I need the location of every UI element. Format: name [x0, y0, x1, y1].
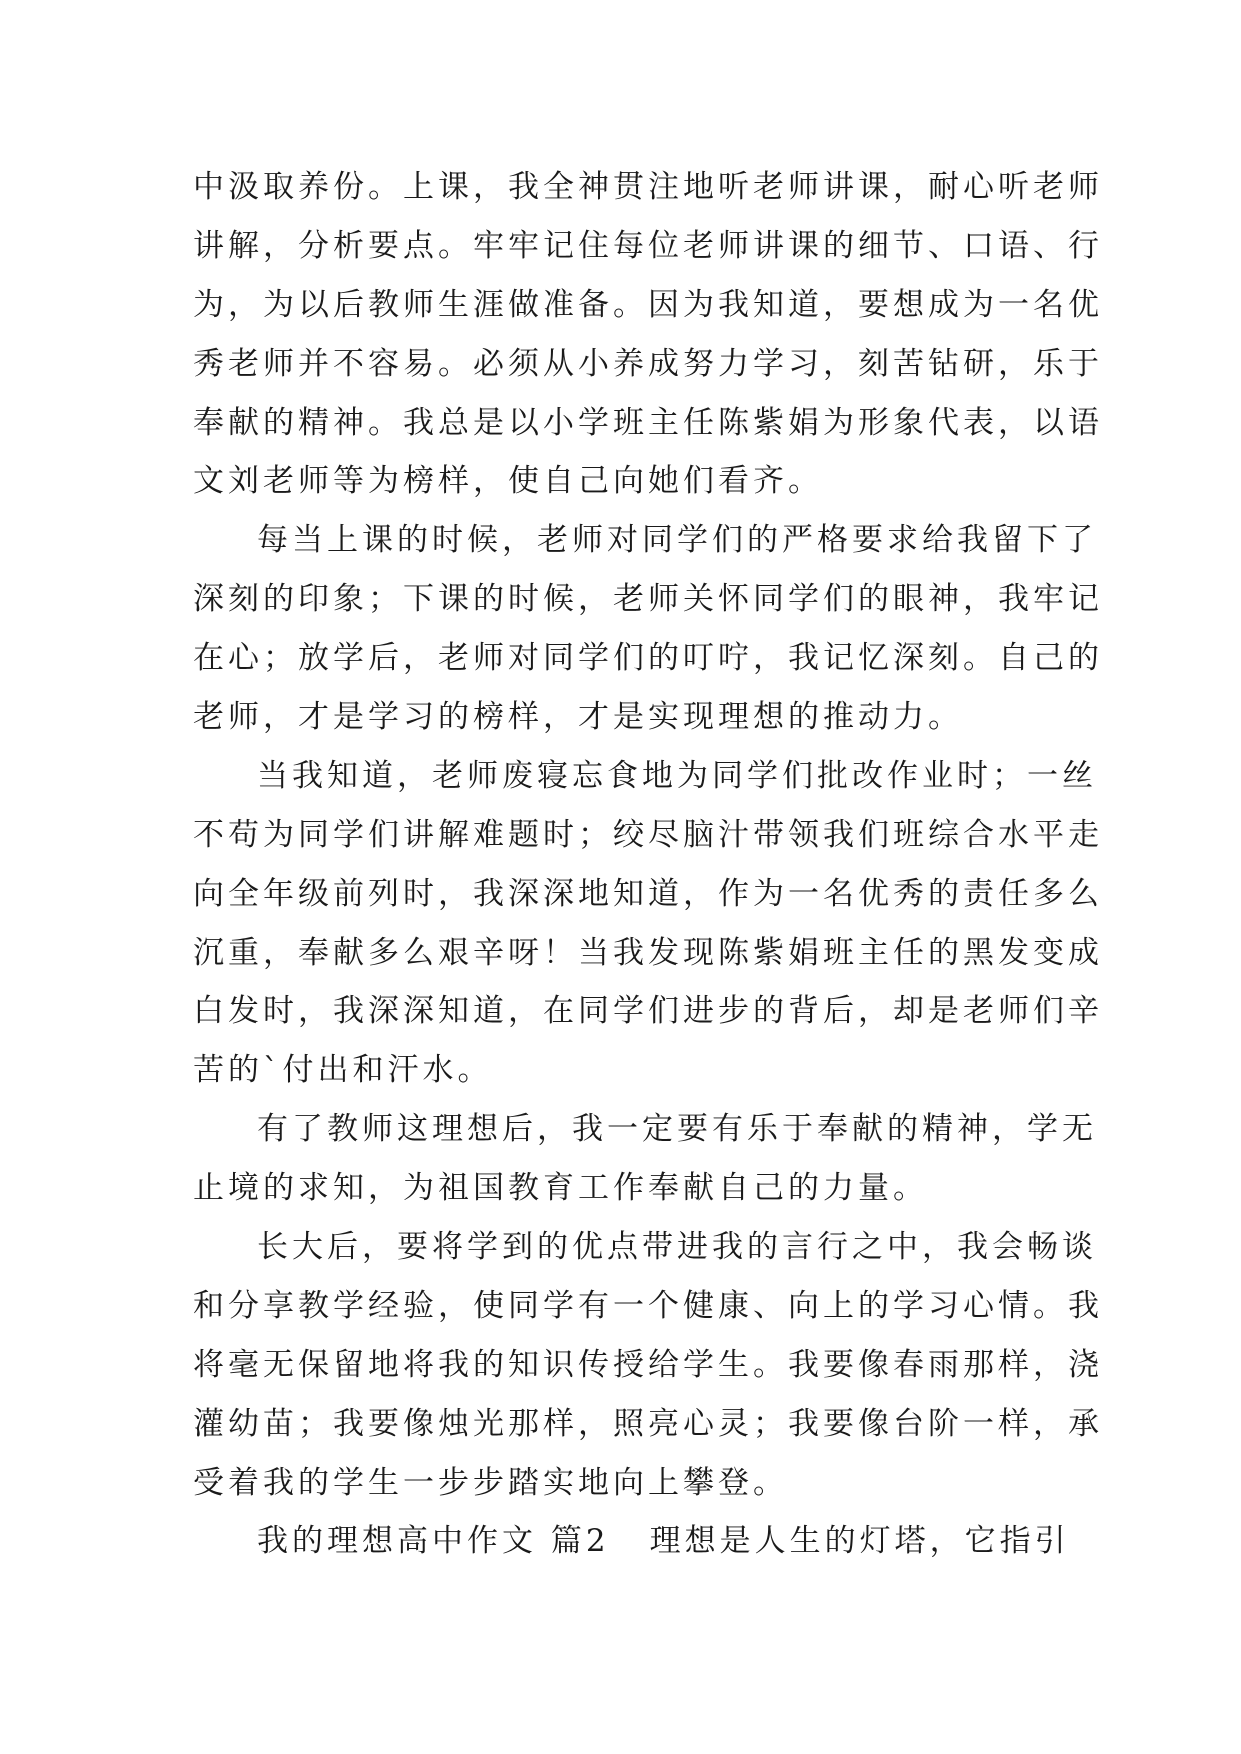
text-line: 深刻的印象；下课的时候，老师关怀同学们的眼神，我牢记 — [193, 581, 1103, 618]
text-line: 白发时，我深深知道，在同学们进步的背后，却是老师们辛 — [193, 993, 1103, 1030]
text-line: 和分享教学经验，使同学有一个健康、向上的学习心情。我 — [193, 1287, 1103, 1324]
text-line: 向全年级前列时，我深深地知道，作为一名优秀的责任多么 — [193, 875, 1103, 912]
text-line: 不苟为同学们讲解难题时；绞尽脑汁带领我们班综合水平走 — [193, 816, 1103, 853]
next-article-line — [193, 1512, 1070, 1571]
text-line-indented: 当我知道，老师废寝忘食地为同学们批改作业时；一丝 — [257, 757, 1097, 794]
text-line: 老师，才是学习的榜样，才是实现理想的推动力。 — [193, 699, 963, 736]
text-line-indented: 有了教师这理想后，我一定要有乐于奉献的精神，学无 — [257, 1111, 1097, 1148]
text-line: 秀老师并不容易。必须从小养成努力学习，刻苦钻研，乐于 — [193, 345, 1103, 382]
paragraph-4 — [193, 1100, 1097, 1218]
text-line: 为，为以后教师生涯做准备。因为我知道，要想成为一名优 — [193, 286, 1103, 323]
article-heading: 我的理想高中作文 篇2 — [257, 1523, 610, 1560]
text-line-indented: 每当上课的时候，老师对同学们的严格要求给我留下了 — [257, 522, 1097, 559]
text-line: 受着我的学生一步步踏实地向上攀登。 — [193, 1464, 788, 1501]
essay-body — [193, 158, 1103, 1571]
text-line: 沉重，奉献多么艰辛呀！当我发现陈紫娟班主任的黑发变成 — [193, 934, 1103, 971]
paragraph-5 — [193, 1218, 1103, 1512]
text-line: 文刘老师等为榜样，使自己向她们看齐。 — [193, 463, 823, 500]
text-line: 将毫无保留地将我的知识传授给学生。我要像春雨那样，浇 — [193, 1346, 1103, 1383]
text-line: 灌幼苗；我要像烛光那样，照亮心灵；我要像台阶一样，承 — [193, 1405, 1103, 1442]
text-line: 奉献的精神。我总是以小学班主任陈紫娟为形象代表，以语 — [193, 404, 1103, 441]
paragraph-3 — [193, 747, 1103, 1100]
article-opening-text: 理想是人生的灯塔，它指引 — [649, 1523, 1070, 1560]
text-line: 中汲取养份。上课，我全神贯注地听老师讲课，耐心听老师 — [193, 169, 1103, 205]
text-line: 在心；放学后，老师对同学们的叮咛，我记忆深刻。自己的 — [193, 640, 1103, 677]
text-line: 讲解，分析要点。牢牢记住每位老师讲课的细节、口语、行 — [193, 227, 1103, 264]
paragraph-2 — [193, 511, 1103, 747]
paragraph-1 — [193, 158, 1103, 511]
text-line: 苦的`付出和汗水。 — [193, 1052, 493, 1089]
text-line-indented: 长大后，要将学到的优点带进我的言行之中，我会畅谈 — [257, 1229, 1097, 1266]
text-line: 止境的求知，为祖国教育工作奉献自己的力量。 — [193, 1170, 928, 1207]
